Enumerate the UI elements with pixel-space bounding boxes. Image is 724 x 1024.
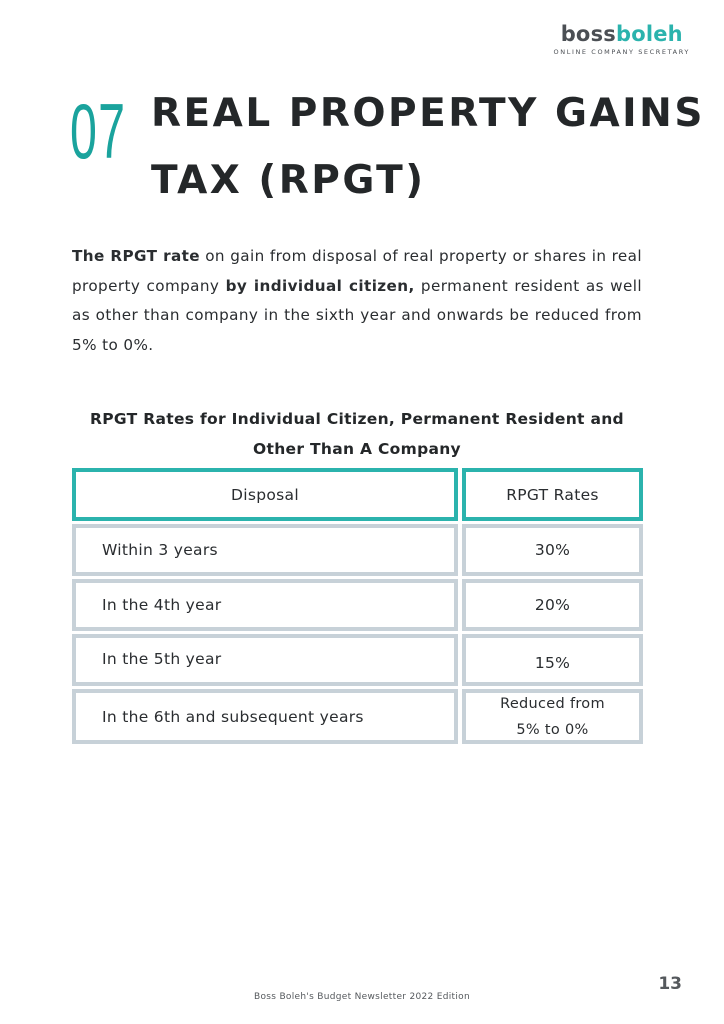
brand-name-part1: boss	[560, 22, 616, 46]
disposal-cell: In the 6th and subsequent years	[72, 689, 458, 744]
rate-line1: Reduced from	[500, 695, 605, 712]
table-title	[72, 405, 642, 464]
rpgt-rates-table	[72, 468, 643, 744]
rate-cell: 15%	[462, 634, 643, 686]
table-row	[72, 686, 643, 744]
section-title-line2: TAX (RPGT)	[151, 158, 426, 203]
page-number: 13	[658, 974, 682, 994]
table-title-line2: Other Than A Company	[253, 439, 461, 458]
rate-cell	[462, 689, 643, 744]
rate-cell: 20%	[462, 579, 643, 631]
footer-text: Boss Boleh's Budget Newsletter 2022 Edition	[254, 992, 470, 1002]
brand-name-part2: boleh	[615, 22, 683, 46]
header-rpgt-rates: RPGT Rates	[462, 468, 643, 521]
brand-tagline: ONLINE COMPANY SECRETARY	[553, 48, 690, 56]
table-row	[72, 521, 643, 576]
intro-paragraph	[72, 242, 642, 360]
disposal-cell: In the 5th year	[72, 634, 458, 686]
table-title-line1: RPGT Rates for Individual Citizen, Permanent Resident and	[90, 410, 624, 428]
intro-bold-rpgt-rate: The RPGT rate	[72, 247, 200, 265]
intro-text-2: permanent resident as well as other than company in the sixth year and onwards be reduced from 5% to 0%.	[72, 276, 642, 354]
brand-wordmark	[554, 22, 690, 46]
disposal-cell: In the 4th year	[72, 579, 458, 631]
table-row	[72, 576, 643, 631]
section-number: 07	[70, 87, 127, 175]
rate-line2: 5% to 0%	[516, 721, 589, 738]
intro-bold-individual: by individual citizen,	[225, 276, 415, 295]
brand-logo	[554, 22, 690, 56]
intro-text-1: on gain from disposal of real property or shares in real property company	[72, 247, 642, 295]
section-title	[151, 80, 705, 214]
section-title-line1: REAL PROPERTY GAINS	[151, 91, 705, 136]
header-disposal: Disposal	[72, 468, 458, 521]
rate-cell: 30%	[462, 524, 643, 576]
table-header-row	[72, 468, 643, 521]
disposal-cell: Within 3 years	[72, 524, 458, 576]
table-row	[72, 631, 643, 686]
